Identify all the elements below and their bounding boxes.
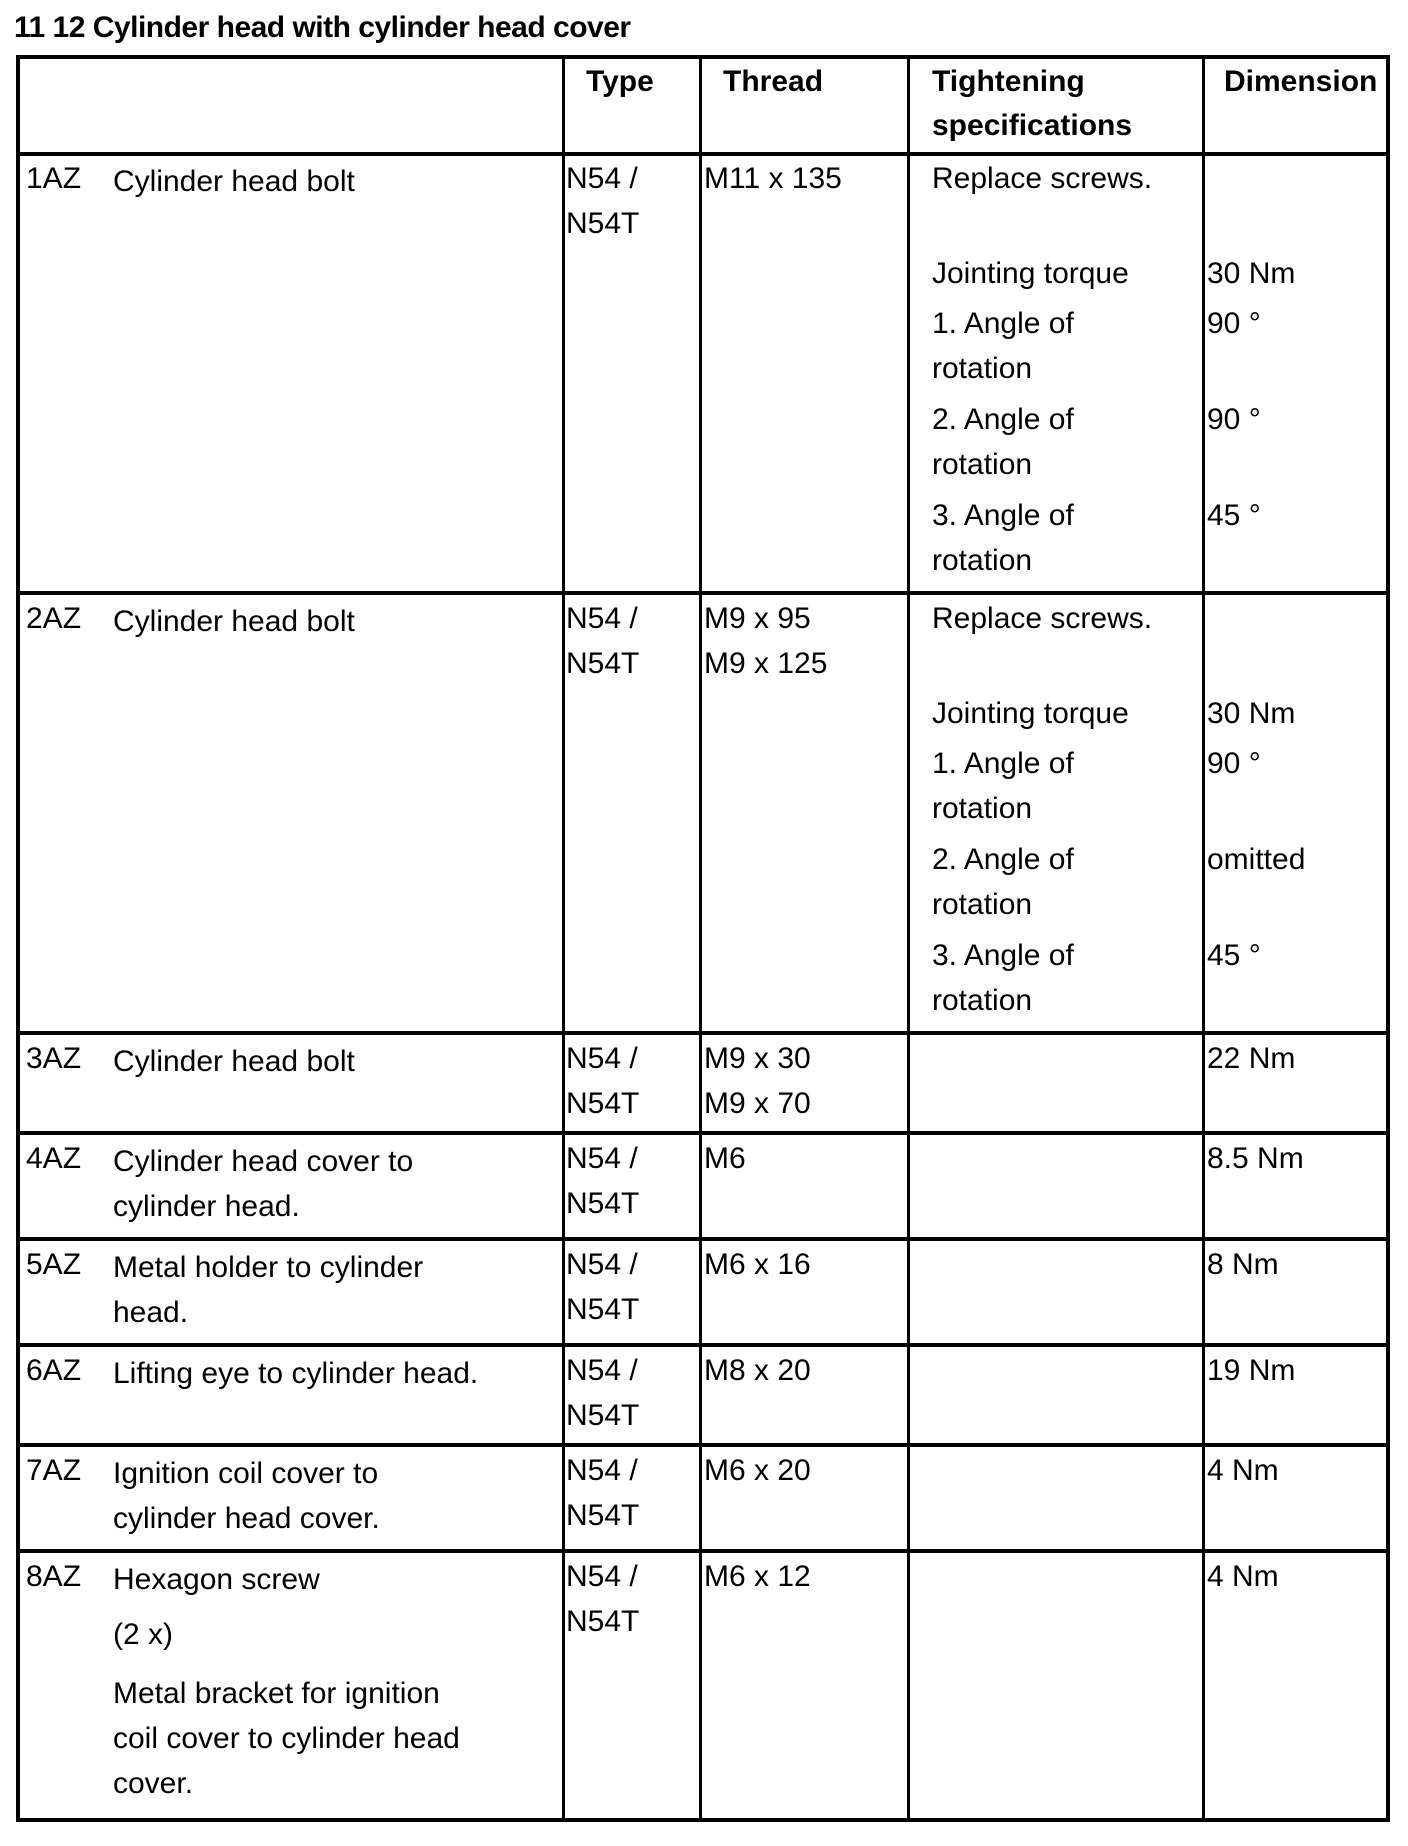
row-type: N54 /	[566, 1454, 638, 1487]
spec-value: 45 °	[1207, 939, 1261, 972]
row-code: 7AZ	[26, 1454, 82, 1487]
row-dimension: 8 Nm	[1207, 1248, 1279, 1281]
row-thread: M6 x 12	[704, 1560, 811, 1593]
row-code: 5AZ	[26, 1248, 82, 1281]
spec-label: rotation	[932, 448, 1033, 481]
row-type: N54 /	[566, 1354, 638, 1387]
row-type: N54T	[566, 1187, 640, 1220]
spec-label: Jointing torque	[932, 697, 1129, 730]
row-description: head.	[113, 1296, 189, 1329]
spec-value: 90 °	[1207, 307, 1261, 340]
row-description: Cylinder head bolt	[113, 1045, 355, 1078]
spec-value: 90 °	[1207, 747, 1261, 780]
row-divider	[20, 1131, 1386, 1135]
row-type: N54T	[566, 647, 640, 680]
row-description: coil cover to cylinder head	[113, 1722, 460, 1755]
row-code: 2AZ	[26, 602, 82, 635]
row-type: N54 /	[566, 1248, 638, 1281]
row-thread: M9 x 125	[704, 647, 828, 680]
page-title: 11 12 Cylinder head with cylinder head cover	[14, 11, 631, 44]
row-thread: M9 x 30	[704, 1042, 811, 1075]
spec-note: Replace screws.	[932, 602, 1153, 635]
header-tightening: Tightening	[932, 65, 1085, 98]
row-type: N54 /	[566, 1560, 638, 1593]
header-tightening-2: specifications	[932, 109, 1133, 142]
spec-label: rotation	[932, 544, 1033, 577]
row-dimension: 4 Nm	[1207, 1454, 1279, 1487]
spec-label: 2. Angle of	[932, 843, 1074, 876]
row-dimension: 4 Nm	[1207, 1560, 1279, 1593]
row-description: Metal bracket for ignition	[113, 1677, 440, 1710]
row-thread: M11 x 135	[704, 162, 842, 195]
row-dimension: 8.5 Nm	[1207, 1142, 1304, 1175]
row-thread: M6 x 16	[704, 1248, 811, 1281]
row-type: N54T	[566, 1399, 640, 1432]
row-divider	[20, 1549, 1386, 1553]
row-type: N54T	[566, 1293, 640, 1326]
header-thread: Thread	[723, 65, 824, 98]
spec-label: rotation	[932, 888, 1033, 921]
row-description: Ignition coil cover to	[113, 1457, 379, 1490]
spec-value: omitted	[1207, 843, 1306, 876]
row-description: Cylinder head bolt	[113, 605, 355, 638]
row-thread: M6 x 20	[704, 1454, 811, 1487]
column-divider	[562, 59, 565, 1818]
row-thread: M8 x 20	[704, 1354, 811, 1387]
row-divider	[20, 1237, 1386, 1241]
spec-value: 30 Nm	[1207, 697, 1296, 730]
header-dimension: Dimension	[1224, 65, 1378, 98]
row-description: cylinder head cover.	[113, 1502, 380, 1535]
row-type: N54T	[566, 207, 640, 240]
row-type: N54T	[566, 1087, 640, 1120]
row-divider	[20, 1443, 1386, 1447]
column-divider	[699, 59, 702, 1818]
row-thread: M6	[704, 1142, 746, 1175]
row-divider	[20, 591, 1386, 595]
spec-label: Jointing torque	[932, 257, 1129, 290]
row-type: N54 /	[566, 602, 638, 635]
spec-value: 45 °	[1207, 499, 1261, 532]
spec-label: 1. Angle of	[932, 747, 1074, 780]
row-description: Metal holder to cylinder	[113, 1251, 424, 1284]
row-divider	[20, 152, 1386, 156]
row-code: 3AZ	[26, 1042, 82, 1075]
row-quantity: (2 x)	[113, 1618, 173, 1651]
spec-label: 1. Angle of	[932, 307, 1074, 340]
row-dimension: 19 Nm	[1207, 1354, 1296, 1387]
row-code: 1AZ	[26, 162, 82, 195]
spec-label: rotation	[932, 792, 1033, 825]
row-code: 8AZ	[26, 1560, 82, 1593]
spec-label: 3. Angle of	[932, 499, 1074, 532]
spec-label: 2. Angle of	[932, 403, 1074, 436]
row-dimension: 22 Nm	[1207, 1042, 1296, 1075]
row-type: N54 /	[566, 1042, 638, 1075]
row-thread: M9 x 95	[704, 602, 811, 635]
row-divider	[20, 1031, 1386, 1035]
row-description: Cylinder head cover to	[113, 1145, 414, 1178]
spec-label: rotation	[932, 984, 1033, 1017]
row-type: N54 /	[566, 162, 638, 195]
row-type: N54T	[566, 1499, 640, 1532]
spec-label: rotation	[932, 352, 1033, 385]
column-divider	[1202, 59, 1205, 1818]
row-type: N54 /	[566, 1142, 638, 1175]
spec-label: 3. Angle of	[932, 939, 1074, 972]
header-type: Type	[586, 65, 654, 98]
spec-value: 90 °	[1207, 403, 1261, 436]
row-divider	[20, 1343, 1386, 1347]
spec-note: Replace screws.	[932, 162, 1153, 195]
row-type: N54T	[566, 1605, 640, 1638]
row-description: Lifting eye to cylinder head.	[113, 1357, 479, 1390]
row-description: Hexagon screw	[113, 1563, 320, 1596]
row-code: 6AZ	[26, 1354, 82, 1387]
spec-value: 30 Nm	[1207, 257, 1296, 290]
row-description: cover.	[113, 1767, 194, 1800]
torque-table	[16, 55, 1390, 1822]
row-thread: M9 x 70	[704, 1087, 811, 1120]
row-code: 4AZ	[26, 1142, 82, 1175]
row-description: Cylinder head bolt	[113, 165, 355, 198]
row-description: cylinder head.	[113, 1190, 300, 1223]
column-divider	[907, 59, 910, 1818]
